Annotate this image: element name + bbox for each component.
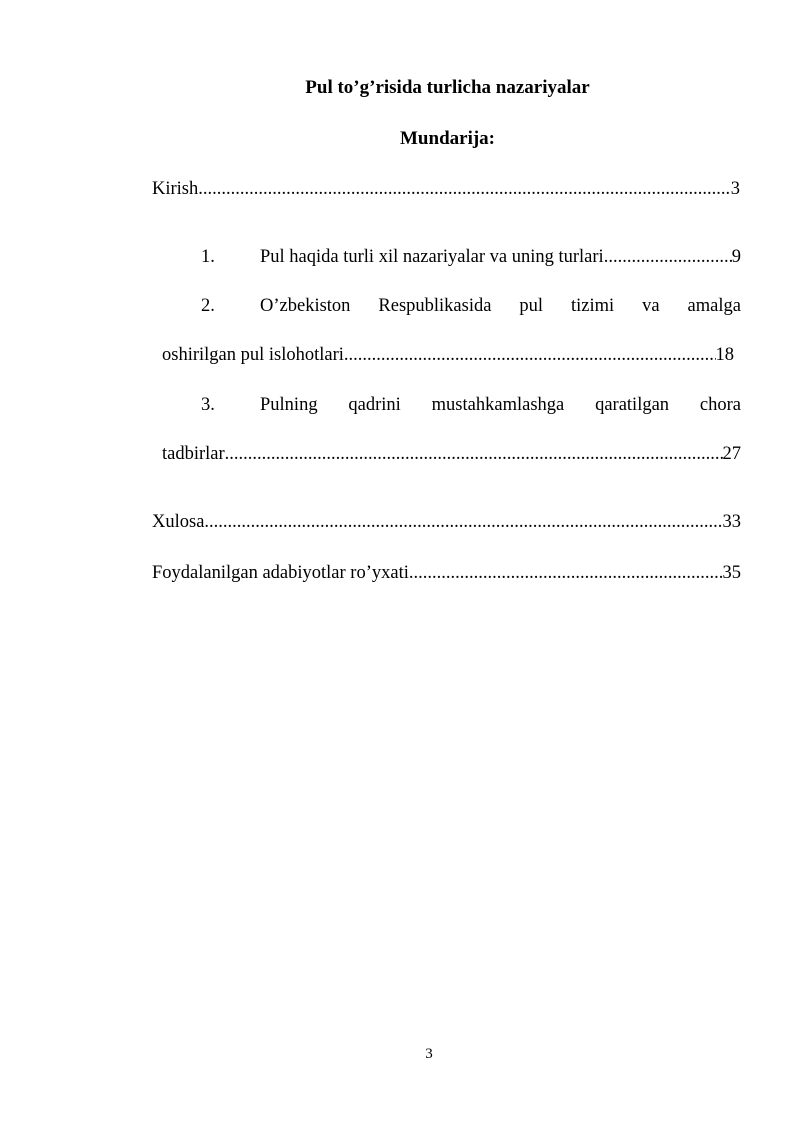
- toc-entry-2[interactable]: [0, 294, 800, 318]
- toc-entry-3-continuation[interactable]: [162, 442, 741, 466]
- toc-entry-text: Kirish: [152, 179, 199, 199]
- word: chora: [699, 395, 741, 415]
- toc-entry-page: 3: [730, 179, 740, 199]
- toc-leader-dots: [225, 442, 723, 466]
- word: tizimi: [570, 296, 615, 316]
- word: O’zbekiston: [260, 296, 351, 316]
- toc-entry-text: Foydalanilgan adabiyotlar ro’yxati: [152, 563, 409, 583]
- toc-entry-references[interactable]: [152, 561, 741, 585]
- toc-entry-page: 27: [722, 444, 741, 464]
- toc-entry-number: 1.: [201, 247, 215, 267]
- word: va: [642, 296, 660, 316]
- toc-entry-text: Xulosa: [152, 512, 205, 532]
- toc-leader-dots: [409, 561, 723, 585]
- toc-entry-page: 18: [715, 345, 734, 365]
- toc-entry-page: 9: [731, 247, 741, 267]
- toc-entry-intro[interactable]: [152, 177, 740, 201]
- toc-leader-dots: [344, 343, 716, 367]
- word: Respublikasida: [378, 296, 492, 316]
- toc-entry-2-continuation[interactable]: [162, 343, 734, 367]
- toc-entry-page: 33: [722, 512, 741, 532]
- toc-entry-number: 3.: [201, 395, 215, 415]
- toc-entry-conclusion[interactable]: [152, 510, 741, 534]
- word: amalga: [687, 296, 741, 316]
- toc-leader-dots: [604, 245, 732, 269]
- toc-entry-3[interactable]: [0, 393, 800, 417]
- toc-entry-text: tadbirlar: [162, 444, 225, 464]
- toc-entry-page: 35: [722, 563, 741, 583]
- word: pul: [519, 296, 544, 316]
- word: Pulning: [260, 395, 318, 415]
- toc-entry-1[interactable]: [0, 245, 800, 269]
- toc-entry-text-line1: [260, 294, 741, 318]
- toc-entry-text: oshirilgan pul islohotlari: [162, 345, 344, 365]
- toc-entry-text-line1: [260, 393, 741, 417]
- word: mustahkamlashga: [431, 395, 565, 415]
- toc-entry-number: 2.: [201, 296, 215, 316]
- toc-leader-dots: [204, 510, 722, 534]
- word: qadrini: [348, 395, 401, 415]
- word: qaratilgan: [595, 395, 670, 415]
- toc-heading: Mundarija:: [400, 128, 495, 149]
- page-number: 3: [425, 1046, 433, 1062]
- toc-entry-text: Pul haqida turli xil nazariyalar va uning turlari: [260, 247, 604, 267]
- document-title: Pul to’g’risida turlicha nazariyalar: [305, 77, 590, 98]
- toc-leader-dots: [198, 177, 731, 201]
